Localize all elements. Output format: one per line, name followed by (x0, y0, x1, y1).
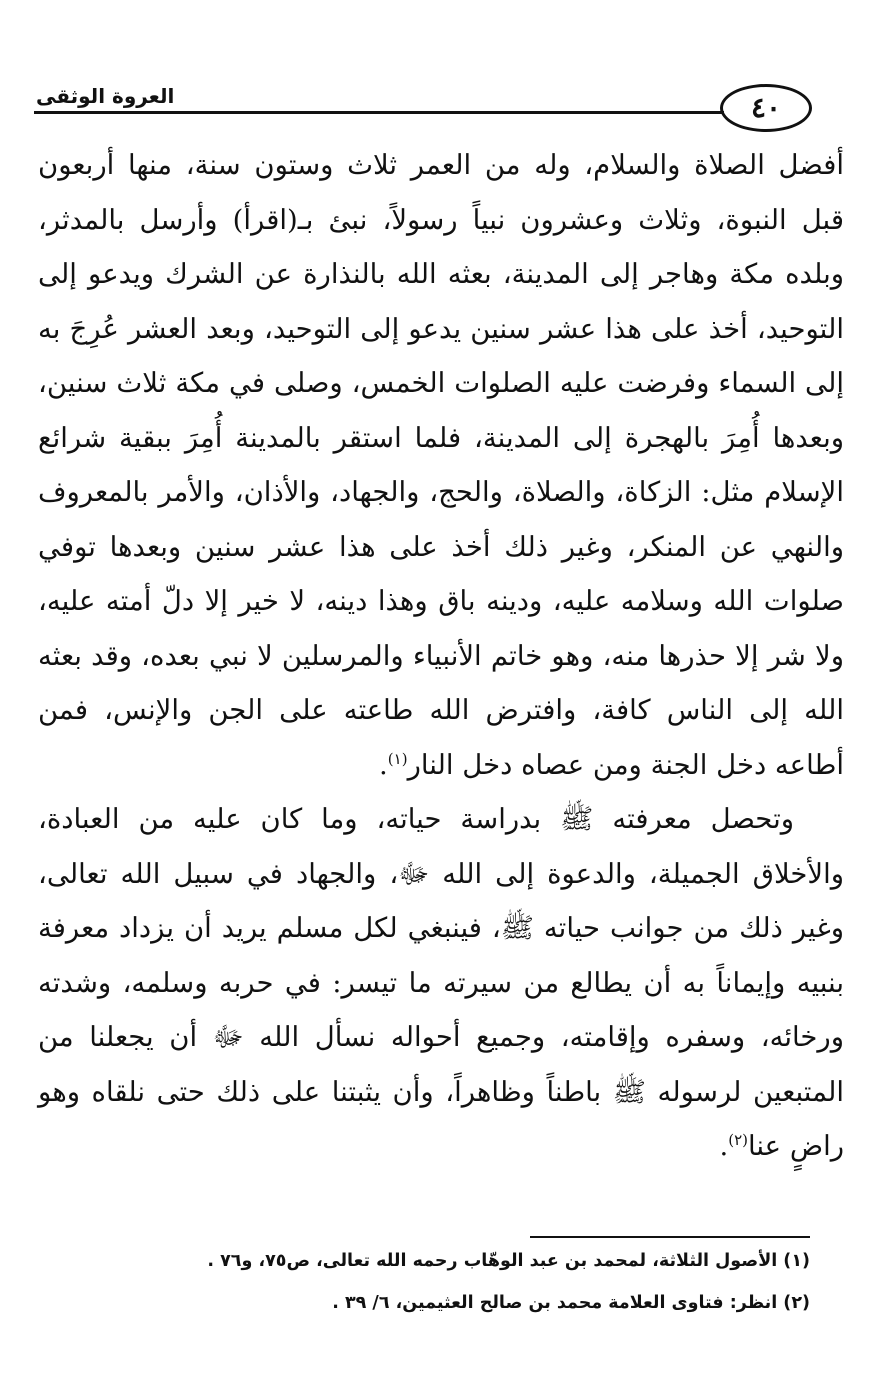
footnote-ref-1[interactable]: (١) (387, 749, 408, 768)
paragraph-1-text: أفضل الصلاة والسلام، وله من العمر ثلاث وستون سنة، منها أربعون قبل النبوة، وثلاث وعشرون نبياً رسولاً، نبئ بـ(اقرأ) وأرسل بالمدثر، وبلده مكة وهاجر إلى المدينة، بعثه الله بالنذارة عن الشرك ويدعو إلى التوحيد، أخذ على هذا عشر سنين يدعو إلى التوحيد، وبعد العشر عُرِجَ به إلى السماء وفرضت عليه الصلوات الخمس، وصلى في مكة ثلاث سنين، وبعدها أُمِرَ بالهجرة إلى المدينة، فلما استقر بالمدينة أُمِرَ ببقية شرائع الإسلام مثل: الزكاة، والصلاة، والحج، والجهاد، والأذان، والأمر بالمعروف والنهي عن المنكر، وغير ذلك أخذ على هذا عشر سنين وبعدها توفي صلوات الله وسلامه عليه، ودينه باق وهذا دينه، لا خير إلا دلّ أمته عليه، ولا شر إلا حذرها منه، وهو خاتم الأنبياء والمرسلين لا نبي بعده، وقد بعثه الله إلى الناس كافة، وافترض الله طاعته على الجن والإنس، فمن أطاعه دخل الجنة ومن عصاه دخل النار (38, 149, 844, 781)
paragraph-2 (38, 792, 844, 1174)
paragraph-1 (38, 138, 844, 792)
footnote-2: (٢) انظر: فتاوى العلامة محمد بن صالح العثيمين، ٦/ ٣٩ . (332, 1293, 810, 1313)
main-text (38, 138, 844, 1174)
paragraph-2-end: . (719, 1130, 729, 1162)
page-number: ٤٠ (720, 84, 812, 132)
page-header (28, 70, 828, 140)
footnote-separator (530, 1236, 810, 1238)
footnote-1: (١) الأصول الثلاثة، لمحمد بن عبد الوهّاب رحمه الله تعالى، ص٧٥، و٧٦ . (207, 1251, 810, 1271)
footnote-ref-2[interactable]: (٢) (728, 1130, 748, 1149)
header-rule (34, 111, 724, 114)
paragraph-2-text: وتحصل معرفته ﷺ بدراسة حياته، وما كان عليه من العبادة، والأخلاق الجميلة، والدعوة إلى الله ﷻ، والجهاد في سبيل الله تعالى، وغير ذلك من جوانب حياته ﷺ، فينبغي لكل مسلم يريد أن يزداد معرفة بنبيه وإيماناً به أن يطالع من سيرته ما تيسر: في حربه وسلمه، وشدته ورخائه، وسفره وإقامته، وجميع أحواله نسأل الله ﷻ أن يجعلنا من المتبعين لرسوله ﷺ باطناً وظاهراً، وأن يثبتنا على ذلك حتى نلقاه وهو راضٍ عنا (38, 803, 844, 1162)
paragraph-1-end: . (379, 748, 388, 781)
running-title: العروة الوثقى (36, 84, 175, 108)
footnotes (150, 1240, 810, 1324)
